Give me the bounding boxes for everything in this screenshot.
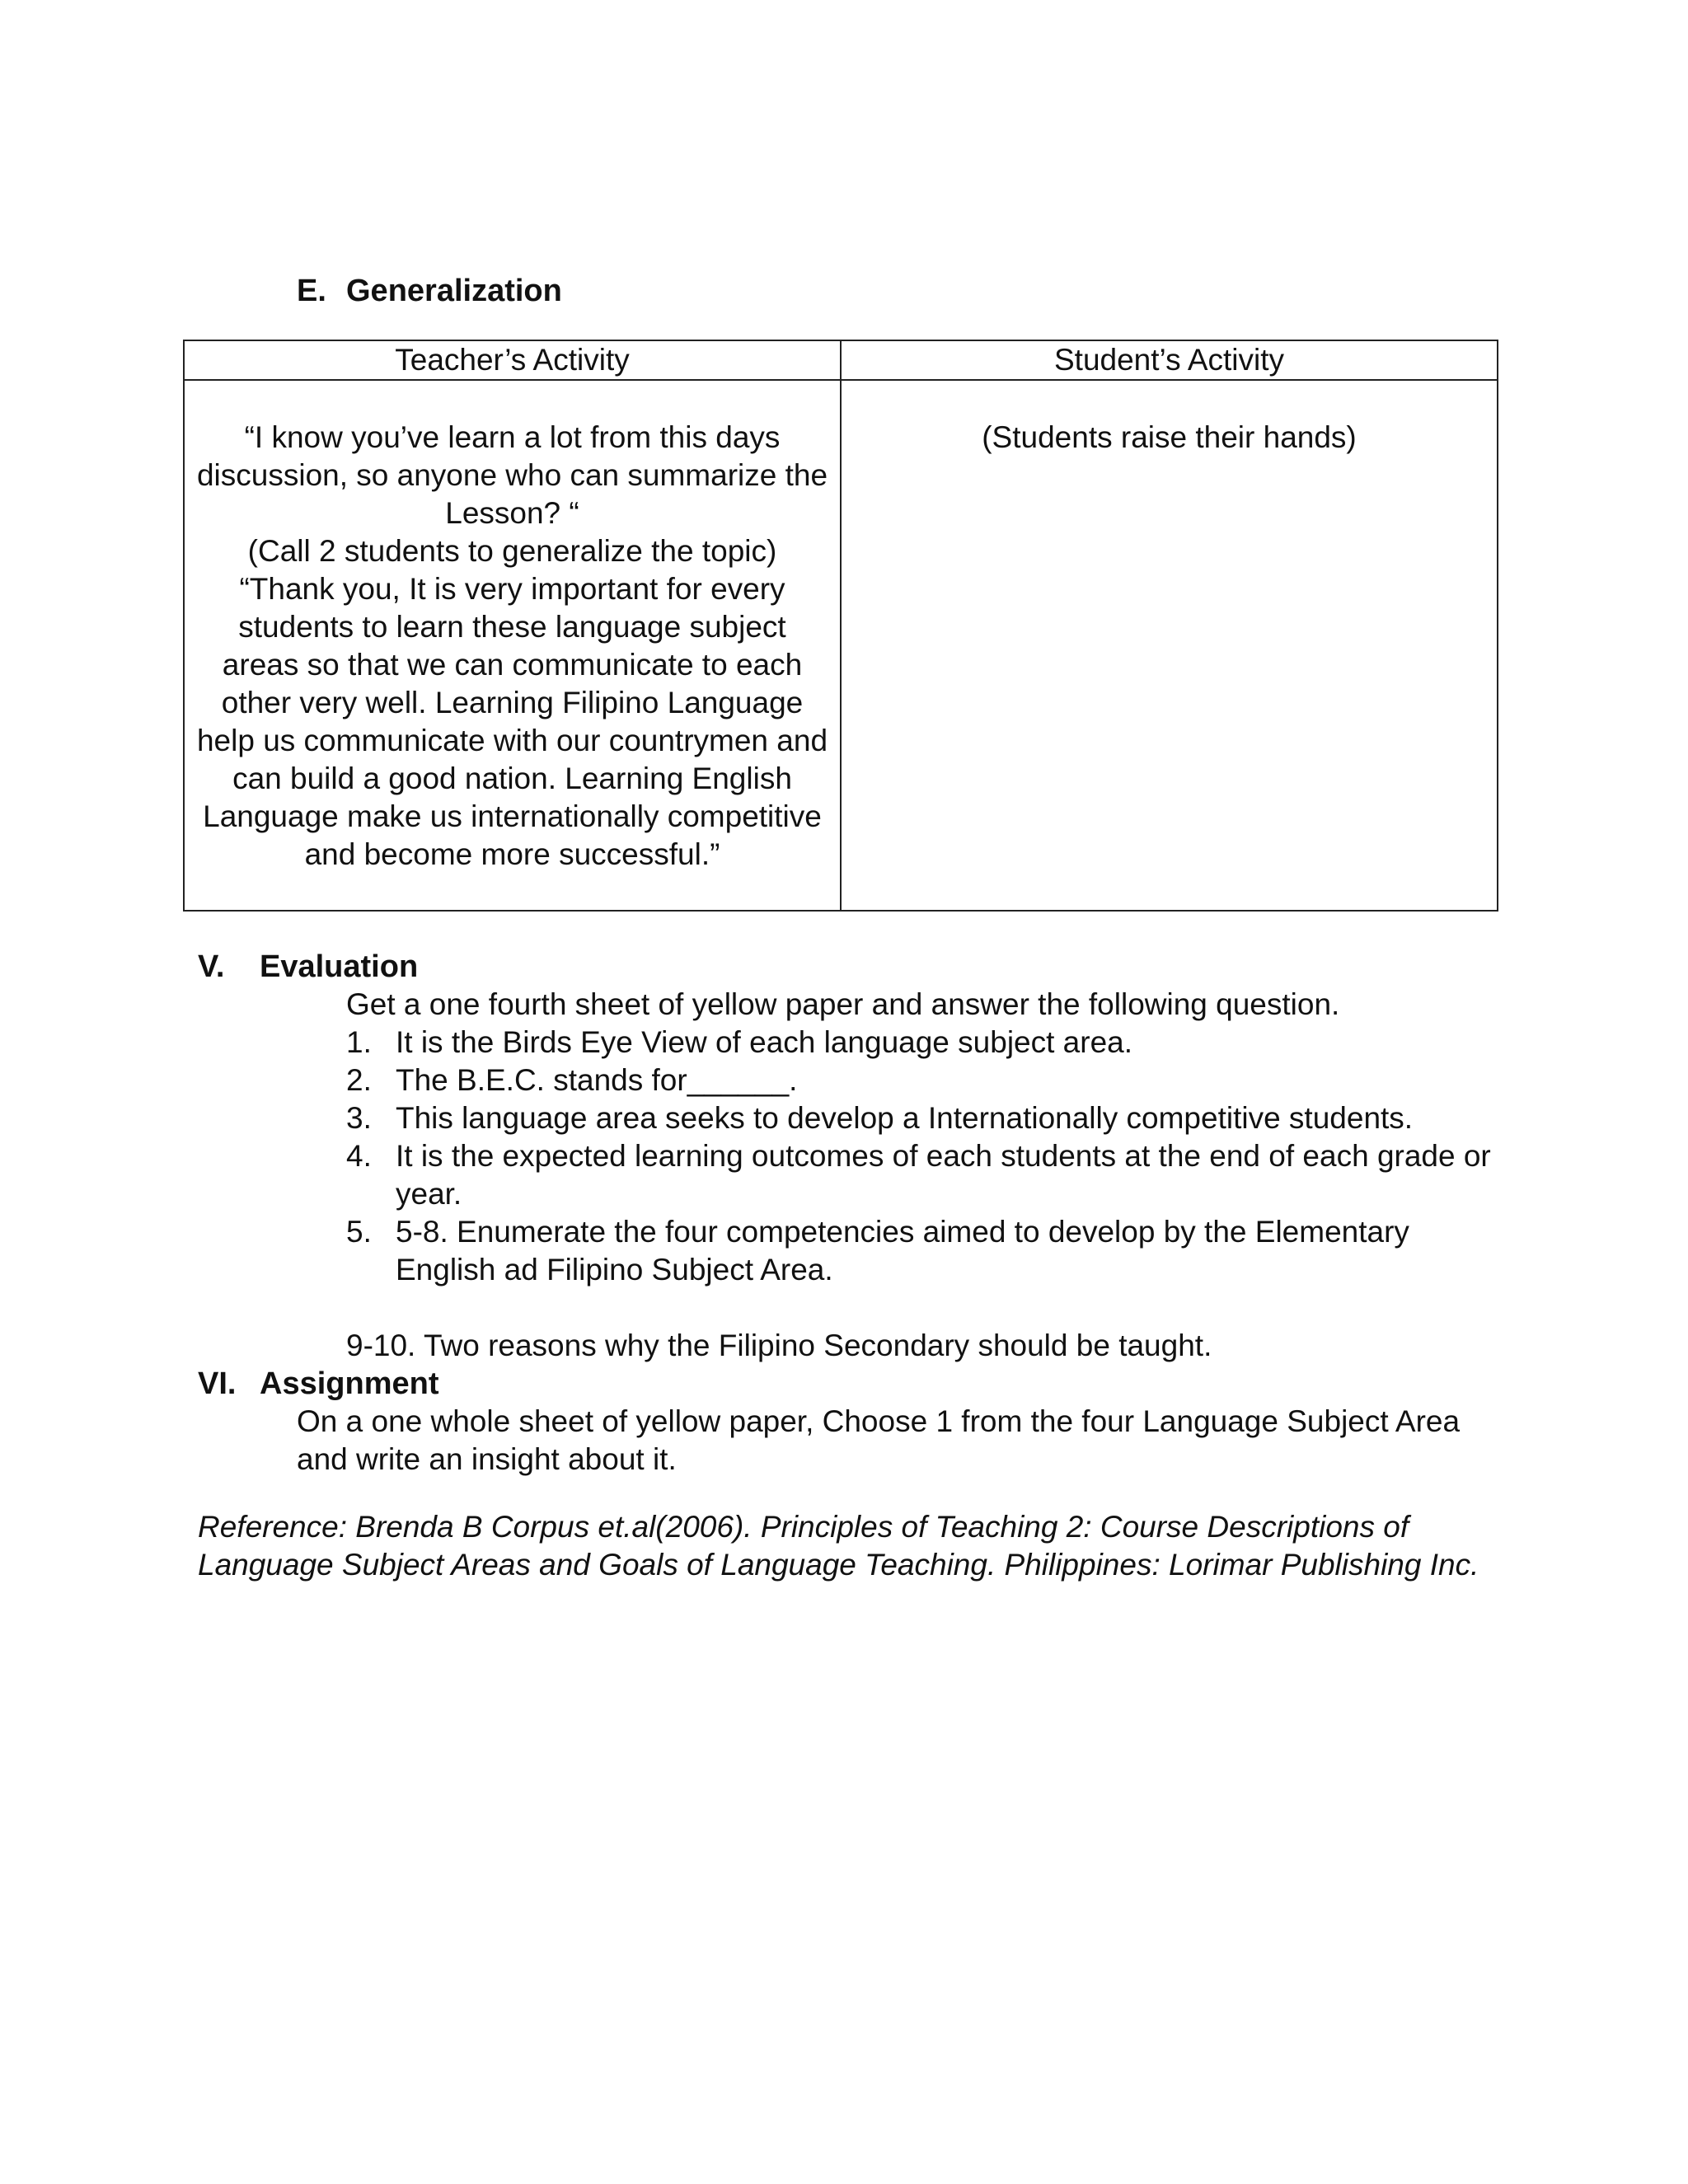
assignment-heading — [198, 1365, 438, 1403]
list-marker: 5. — [346, 1215, 372, 1249]
assignment-text: On a one whole sheet of yellow paper, Choose 1 from the four Language Subject Area and write an insight about it. — [297, 1404, 1461, 1476]
reference-text: Reference: Brenda B Corpus et.al(2006). Principles of Teaching 2: Course Descriptions of Language Subject Areas and Goals of Language Teaching. Philippines: Lorimar Publishing Inc. — [198, 1510, 1479, 1582]
list-item-text: This language area seeks to develop a Internationally competitive students. — [396, 1101, 1414, 1135]
evaluation-last-item: 9-10. Two reasons why the Filipino Secondary should be taught. — [346, 1329, 1212, 1362]
list-item — [346, 1099, 1500, 1137]
assignment-title: Assignment — [260, 1366, 439, 1401]
generalization-title: Generalization — [346, 274, 562, 308]
list-item-text: It is the Birds Eye View of each language subject area. — [396, 1025, 1133, 1059]
table-row — [184, 380, 1498, 911]
list-item-text: The B.E.C. stands for______. — [396, 1063, 798, 1097]
list-item — [346, 1062, 1500, 1099]
list-item — [346, 1137, 1500, 1213]
list-item-text: It is the expected learning outcomes of each students at the end of each grade or year. — [396, 1139, 1491, 1211]
generalization-letter: E. — [297, 274, 326, 308]
evaluation-heading — [198, 948, 418, 986]
student-activity-text: (Students raise their hands) — [982, 420, 1357, 454]
list-marker: 3. — [346, 1101, 372, 1135]
student-activity-header: Student’s Activity — [841, 340, 1498, 380]
list-item — [346, 1024, 1500, 1062]
evaluation-number: V. — [198, 949, 225, 984]
student-activity-cell — [841, 380, 1498, 911]
evaluation-intro: Get a one fourth sheet of yellow paper and answer the following question. — [346, 987, 1340, 1021]
generalization-heading — [297, 272, 562, 310]
teacher-activity-text: “I know you’ve learn a lot from this days discussion, so anyone who can summarize the Lesson? “ (Call 2 students to generalize the topic) “Thank you, It is very important for every students to learn these language subject areas so that we can communicate to each other very well. Learning Filipino Language help us communicate with our countrymen and can build a good nation. Learning English Language make us internationally competitive and become more successful.” — [196, 420, 828, 871]
teacher-activity-cell — [184, 380, 841, 911]
activity-table — [183, 340, 1498, 912]
list-marker: 2. — [346, 1063, 372, 1097]
assignment-number: VI. — [198, 1366, 237, 1401]
list-marker: 1. — [346, 1025, 372, 1059]
table-header-row — [184, 340, 1498, 380]
teacher-activity-header: Teacher’s Activity — [184, 340, 841, 380]
evaluation-title: Evaluation — [260, 949, 419, 984]
list-item — [346, 1213, 1500, 1289]
list-item-text: 5-8. Enumerate the four competencies aimed to develop by the Elementary English ad Filipino Subject Area. — [396, 1215, 1409, 1286]
list-marker: 4. — [346, 1139, 372, 1173]
evaluation-list — [346, 1024, 1500, 1289]
